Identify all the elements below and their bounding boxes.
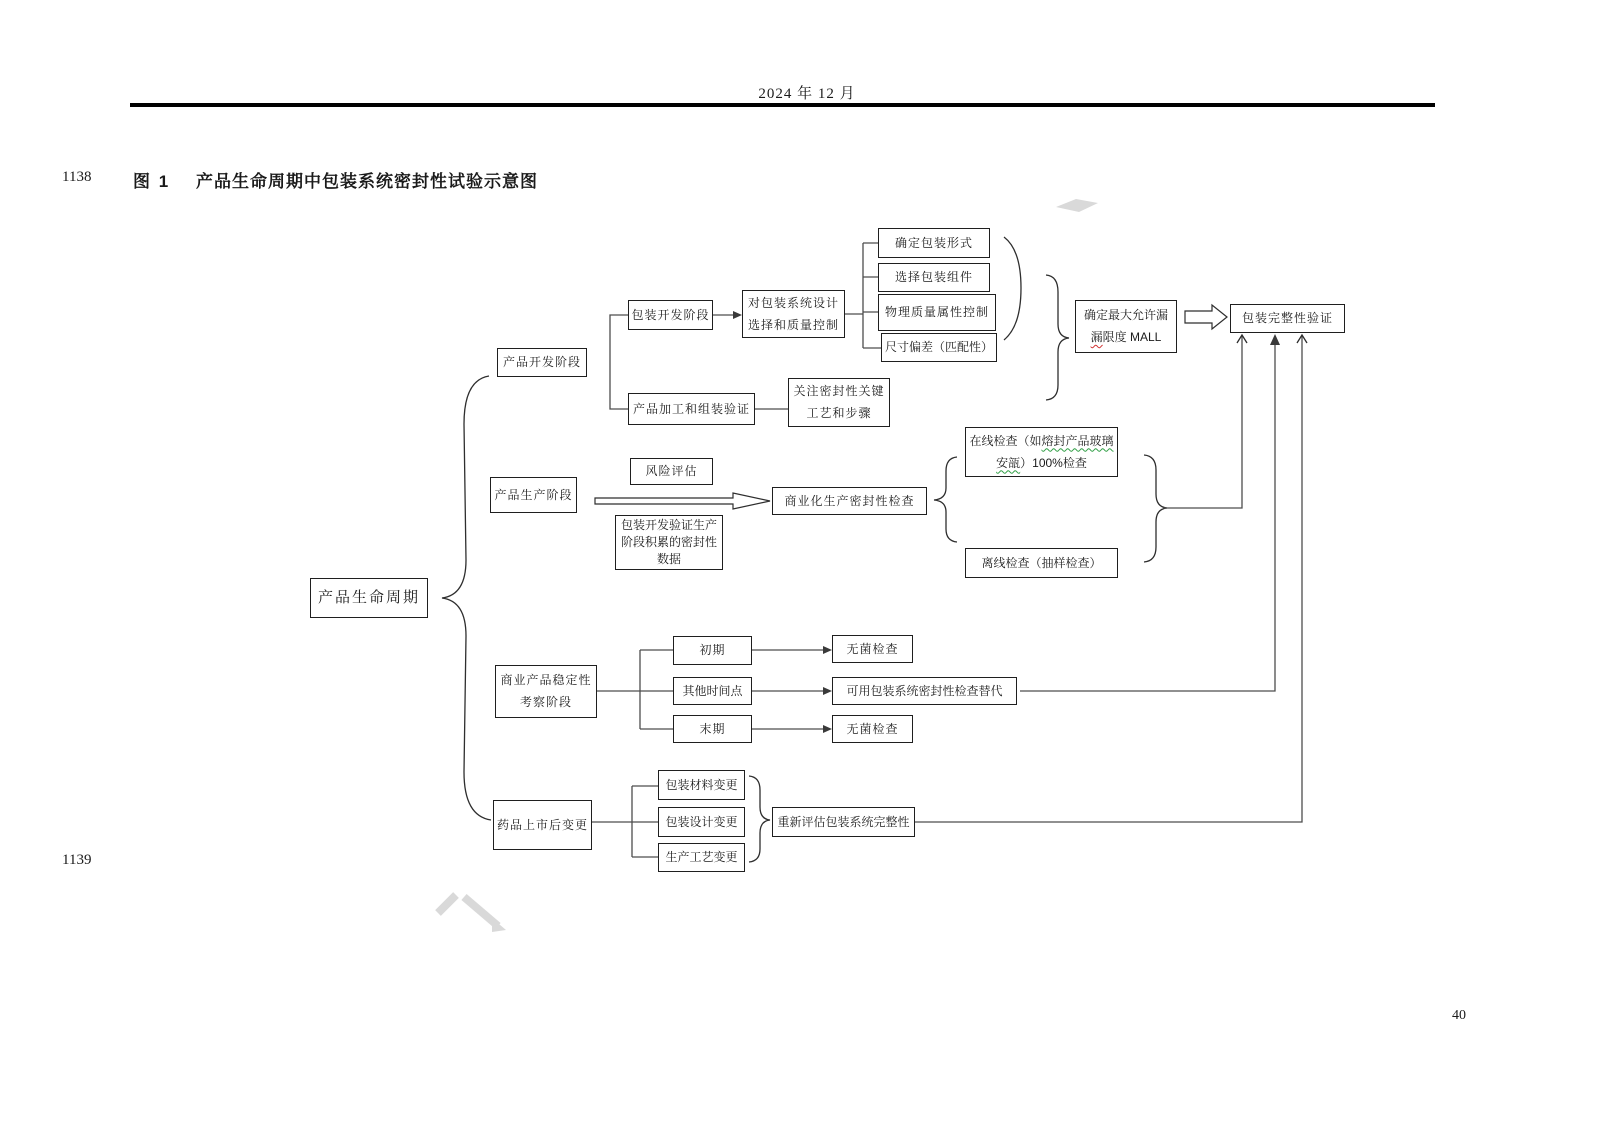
label-line: 确定包装形式 [894,235,973,250]
label-line: 数据 [656,552,681,566]
arrow-final-head [823,725,832,733]
node-process-assembly-validation [628,393,755,425]
connector-postmarket-branches [592,786,658,857]
node-product-lifecycle [310,578,428,618]
label-line: 考察阶段 [519,695,572,709]
node-stability-stage [495,665,597,718]
line-number-1138: 1138 [62,169,92,185]
arrowhead-altcheck-to-verify [1270,334,1280,345]
brace-lifecycle [442,376,491,820]
line-number-1139: 1139 [62,852,92,868]
node-online-check [965,427,1118,477]
label-line: 无菌检查 [846,641,899,656]
node-sterility-check-initial [832,635,913,663]
label-line: 关注密封性关键 [793,384,885,398]
label-line: 商业产品稳定性 [500,673,592,687]
label-line: 末期 [699,721,726,736]
arrow-pkgdev-to-designqc-head [733,311,742,319]
node-material-change [658,770,745,800]
connector-designqc-fanout [845,243,881,348]
connector-stability-branches [597,650,673,729]
node-seal-key-process [788,378,890,427]
label-line [969,434,1113,449]
label-line: 包装开发阶段 [631,307,710,322]
node-pkg-form [878,228,990,258]
label-text: 在线检查（如 [969,433,1042,448]
node-alt-seal-check [832,677,1017,705]
paren-design-group [1004,237,1021,340]
node-mall [1075,300,1177,353]
connector-altcheck-to-verify [1020,344,1275,691]
label-line [1091,330,1162,345]
connector-dev-substages [610,315,628,409]
figure-title: 产品生命周期中包装系统密封性试验示意图 [196,172,538,191]
node-initial-period [673,636,752,665]
label-line: 选择包装组件 [894,270,973,284]
label-line: 药品上市后变更 [496,817,588,832]
label-line: 确定最大允许漏 [1083,308,1168,322]
spellcheck-green-text: 安瓿 [996,455,1021,470]
header-date: 2024 年 12 月 [758,86,856,102]
label-line: 无菌检查 [846,721,899,736]
label-line: 包装完整性验证 [1241,311,1333,325]
connector-reassess-to-verify [915,336,1302,822]
label-line: 其他时间点 [682,683,743,698]
label-line: 可用包装系统密封性检查替代 [846,683,1003,698]
node-risk-assessment [630,458,713,485]
arrow-initial-head [823,646,832,654]
node-post-market-change [493,800,592,850]
label-line: 重新评估包装系统完整性 [777,814,910,829]
label-line: 产品开发阶段 [502,355,581,369]
node-pkg-component [878,263,990,292]
node-dev-seal-data [615,515,723,570]
label-line: 产品加工和组装验证 [632,401,750,416]
label-line: 尺寸偏差（匹配性） [884,340,993,354]
label-text: ）100%检查 [1020,455,1087,470]
label-line: 初期 [699,643,726,657]
node-reassess-integrity [772,807,915,837]
label-line: 工艺和步骤 [806,406,872,420]
label-line: 商业化生产密封性检查 [784,493,915,508]
figure-label: 图 1 [133,172,171,191]
node-phys-attr [878,294,996,331]
node-design-qc [742,290,845,338]
label-line: 包装开发验证生产 [620,518,717,532]
label-line: 产品生产阶段 [494,487,573,502]
label-line: 对包装系统设计 [747,295,839,310]
spellcheck-green-text: 熔封产品玻璃 [1041,433,1114,448]
node-process-change [658,843,745,872]
node-design-change [658,807,745,837]
brace-changes-merge [749,776,770,862]
node-pkg-dev-stage [628,300,713,330]
watermark-bottom-tip [492,918,506,932]
label-line [996,456,1087,471]
long-arrow-prod-to-commercial [595,493,770,509]
label-line: 产品生命周期 [317,588,420,606]
label-line: 选择和质量控制 [747,317,839,332]
label-line: 包装设计变更 [665,814,738,829]
spellcheck-red-text: 漏 [1090,330,1103,344]
watermark-top [1056,199,1098,212]
node-integrity-verification [1230,304,1345,333]
node-other-timepoints [673,677,752,705]
label-line: 阶段积累的密封性 [620,535,717,549]
watermark-bottom-left [438,895,456,913]
node-production-stage [490,477,577,513]
brace-commercial-split [934,457,957,542]
label-text: 限度 MALL [1102,330,1162,344]
arrow-othertime-head [823,687,832,695]
node-offline-check [965,548,1118,578]
label-line: 物理质量属性控制 [884,305,989,319]
node-sterility-check-final [832,715,913,743]
label-line: 离线检查（抽样检查） [981,555,1102,570]
block-arrow-mall-to-verify [1185,305,1227,329]
label-line: 生产工艺变更 [665,850,738,864]
node-dim-deviation [881,333,997,362]
label-line: 风险评估 [645,464,698,478]
node-commercial-seal-check [772,487,927,515]
label-line: 包装材料变更 [665,777,738,792]
node-dev-stage [497,348,587,377]
connector-checks-to-verify [1163,336,1242,508]
page-number: 40 [1452,1008,1466,1023]
node-final-period [673,715,752,743]
brace-to-mall [1046,275,1069,400]
